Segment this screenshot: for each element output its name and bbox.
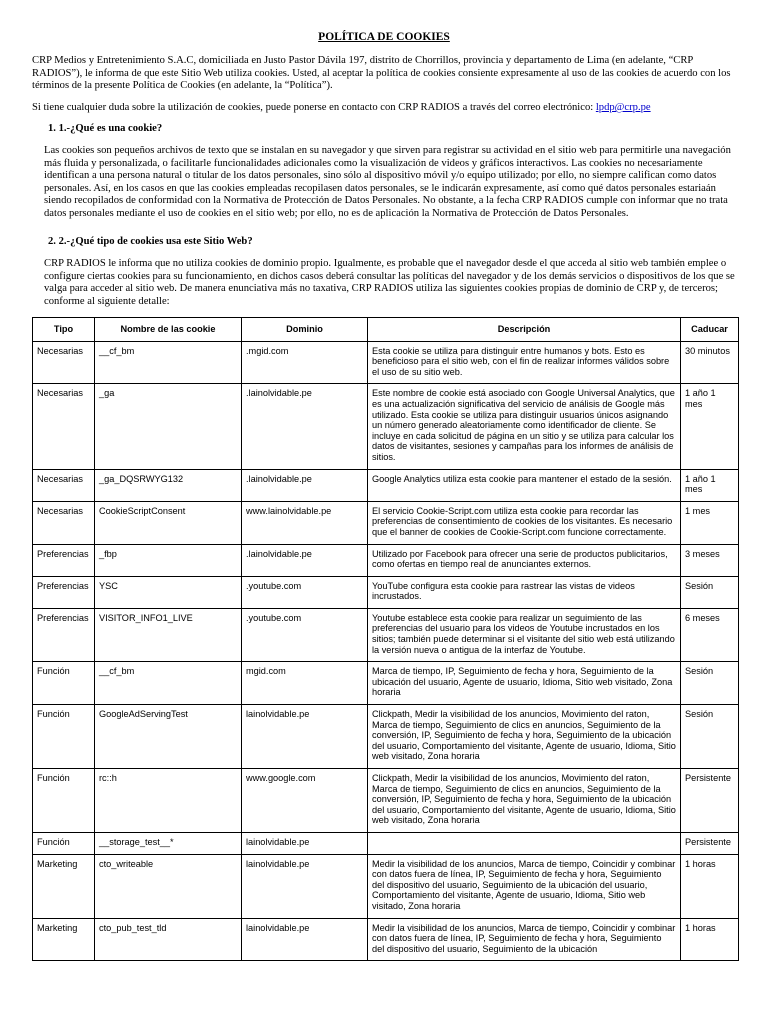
cell-caducar: Persistente [681, 832, 739, 854]
cell-tipo: Función [33, 832, 95, 854]
header-nombre: Nombre de las cookie [95, 318, 242, 342]
cell-descripcion: El servicio Cookie-Script.com utiliza esta cookie para recordar las preferencias de consentimiento de cookies de los visitantes. Es necesario que el banner de cookies de Cookie-Script.com funcione correctamente. [368, 501, 681, 544]
table-row [33, 576, 739, 608]
table-row [33, 501, 739, 544]
cell-nombre: GoogleAdServingTest [95, 705, 242, 769]
cell-nombre: cto_writeable [95, 854, 242, 918]
cell-tipo: Necesarias [33, 384, 95, 469]
section-2-heading: 2. 2.-¿Qué tipo de cookies usa este Sitio Web? [48, 236, 253, 247]
cell-descripcion: Clickpath, Medir la visibilidad de los anuncios, Movimiento del raton, Marca de tiempo, Seguimiento de clics en anuncios, Seguimiento de la conversión, IP, Seguimiento de fecha y hora, Seguimiento de la ubicación del usuario, Comportamiento del visitante, Agente de usuario, Idioma, Sitio web visitado, Zona horaria [368, 705, 681, 769]
cell-tipo: Función [33, 705, 95, 769]
cell-nombre: __cf_bm [95, 662, 242, 705]
contact-text: Si tiene cualquier duda sobre la utilización de cookies, puede ponerse en contacto con CRP RADIOS a través del correo electrónico: [32, 102, 596, 113]
cell-tipo: Función [33, 662, 95, 705]
cell-caducar: 30 minutos [681, 341, 739, 384]
cell-caducar: 1 año 1 mes [681, 384, 739, 469]
cell-caducar: 3 meses [681, 544, 739, 576]
header-dominio: Dominio [242, 318, 368, 342]
email-link[interactable]: lpdp@crp.pe [595, 102, 651, 113]
table-row [33, 918, 739, 961]
cell-caducar: Sesión [681, 576, 739, 608]
cell-nombre: cto_pub_test_tld [95, 918, 242, 961]
cookies-table [32, 317, 739, 961]
cell-dominio: www.lainolvidable.pe [242, 501, 368, 544]
cell-dominio: .youtube.com [242, 608, 368, 661]
cell-descripcion: Utilizado por Facebook para ofrecer una serie de productos publicitarios, como ofertas en tiempo real de anunciantes externos. [368, 544, 681, 576]
cell-dominio: lainolvidable.pe [242, 854, 368, 918]
cell-dominio: lainolvidable.pe [242, 832, 368, 854]
cell-caducar: 1 horas [681, 918, 739, 961]
cell-descripcion: Youtube establece esta cookie para realizar un seguimiento de las preferencias del usuario para los videos de Youtube incrustados en los sitios; también puede determinar si el visitante del sitio web está utilizando la versión nueva o antigua de la interfaz de Youtube. [368, 608, 681, 661]
cell-tipo: Necesarias [33, 469, 95, 501]
cell-nombre: _ga [95, 384, 242, 469]
header-tipo: Tipo [33, 318, 95, 342]
section-1-body: Las cookies son pequeños archivos de texto que se instalan en su navegador y que sirven para registrar su actividad en el sitio web para permitirle una navegación más fluida y personalizada, o facilitarle funcionalidades adicionales como la visualización de videos y gráficos interactivos. Las cookies no necesariamente identifican a una persona natural o titular de los datos personales, sino sólo al dispositivo móvil y/o equipo utilizado; por ello, no siempre califican como datos personales. Así, en los casos en que las cookies empleadas recopilasen datos personales, se le indicarán expresamente, así como qué datos personales estariaán siendo recopilados de conformidad con la Normativa de Protección de Datos Personales. No obstante, a la fecha CRP RADIOS cumple con informar que no trata datos personales mediante el uso de cookies en el sitio web; por ello, no es de aplicación la Normativa de Protección de Datos Personales. [44, 145, 731, 219]
cell-caducar: Persistente [681, 769, 739, 833]
cell-dominio: lainolvidable.pe [242, 918, 368, 961]
table-row [33, 832, 739, 854]
cell-dominio: .lainolvidable.pe [242, 384, 368, 469]
table-row [33, 662, 739, 705]
cell-descripcion: Este nombre de cookie está asociado con Google Universal Analytics, que es una actualización significativa del servicio de análisis de Google más utilizado. Esta cookie se utiliza para distinguir usuarios únicos asignando un número generado aleatoriamente como identificador de cliente. Se incluye en cada solicitud de página en un sitio y se utiliza para calcular los datos de visitantes, sesiones y campañas para los informes de análisis de sitios. [368, 384, 681, 469]
cell-caducar: 6 meses [681, 608, 739, 661]
table-row [33, 769, 739, 833]
cell-descripcion: Esta cookie se utiliza para distinguir entre humanos y bots. Esto es beneficioso para el sitio web, con el fin de realizar informes válidos sobre el uso de su sitio web. [368, 341, 681, 384]
cell-caducar: 1 año 1 mes [681, 469, 739, 501]
cell-dominio: mgid.com [242, 662, 368, 705]
cell-dominio: .youtube.com [242, 576, 368, 608]
cell-nombre: __storage_test__* [95, 832, 242, 854]
table-row [33, 469, 739, 501]
contact-paragraph [32, 102, 738, 115]
cell-nombre: __cf_bm [95, 341, 242, 384]
table-header-row [33, 318, 739, 342]
header-caducar: Caducar [681, 318, 739, 342]
cell-nombre: _ga_DQSRWYG132 [95, 469, 242, 501]
cell-dominio: .mgid.com [242, 341, 368, 384]
table-row [33, 854, 739, 918]
cell-tipo: Necesarias [33, 341, 95, 384]
cell-descripcion: Google Analytics utiliza esta cookie para mantener el estado de la sesión. [368, 469, 681, 501]
section-2-body: CRP RADIOS le informa que no utiliza cookies de dominio propio. Igualmente, es probable que el navegador desde el que acceda al sitio web también emplee o configure ciertas cookies para su funcionamiento, en dichos casos deberá consultar las políticas del navegador y de los demás servicios o dispositivos de los que se valga para acceder al sitio web. De manera enunciativa más no taxativa, CRP RADIOS utiliza las siguientes cookies propias de dominio de CRP y, de terceros; conforme al siguiente detalle: [44, 258, 735, 307]
cell-dominio: lainolvidable.pe [242, 705, 368, 769]
table-row [33, 544, 739, 576]
cell-tipo: Función [33, 769, 95, 833]
cell-nombre: VISITOR_INFO1_LIVE [95, 608, 242, 661]
cell-descripcion: Medir la visibilidad de los anuncios, Marca de tiempo, Coincidir y combinar con datos fuera de línea, IP, Seguimiento de fecha y hora, Seguimiento del dispositivo del usuario, Seguimiento de la ubicación del usuario, Comportamiento del visitante, Agente de usuario, Idioma, Sitio web visitado, Zona horaria [368, 854, 681, 918]
cell-caducar: Sesión [681, 662, 739, 705]
cell-caducar: 1 mes [681, 501, 739, 544]
table-row [33, 608, 739, 661]
table-row [33, 384, 739, 469]
cell-tipo: Preferencias [33, 544, 95, 576]
section-1-heading: 1. 1.-¿Qué es una cookie? [48, 123, 163, 134]
cell-tipo: Marketing [33, 918, 95, 961]
cell-nombre: YSC [95, 576, 242, 608]
cell-descripcion: YouTube configura esta cookie para rastrear las vistas de videos incrustados. [368, 576, 681, 608]
page-title: POLÍTICA DE COOKIES [318, 31, 450, 43]
table-row [33, 341, 739, 384]
cell-tipo: Preferencias [33, 576, 95, 608]
intro-paragraph: CRP Medios y Entretenimiento S.A.C, domiciliada en Justo Pastor Dávila 197, distrito de Chorrillos, provincia y departamento de Lima (en adelante, “CRP RADIOS”), le informa de que este Sitio Web utiliza cookies. Usted, al aceptar la política de cookies consiente expresamente al uso de las cookies de acuerdo con los términos de la presente Política de Cookies (en adelante, la “Política”). [32, 55, 731, 92]
cell-nombre: _fbp [95, 544, 242, 576]
cell-nombre: rc::h [95, 769, 242, 833]
cell-caducar: 1 horas [681, 854, 739, 918]
cell-dominio: .lainolvidable.pe [242, 544, 368, 576]
cell-descripcion: Marca de tiempo, IP, Seguimiento de fecha y hora, Seguimiento de la ubicación del usuario, Agente de usuario, Idioma, Sitio web visitado, Zona horaria [368, 662, 681, 705]
cell-descripcion: Medir la visibilidad de los anuncios, Marca de tiempo, Coincidir y combinar con datos fuera de línea, IP, Seguimiento de fecha y hora, Seguimiento del dispositivo del usuario, Seguimiento de la ubicación [368, 918, 681, 961]
cell-tipo: Preferencias [33, 608, 95, 661]
cell-tipo: Marketing [33, 854, 95, 918]
cell-nombre: CookieScriptConsent [95, 501, 242, 544]
table-row [33, 705, 739, 769]
cell-tipo: Necesarias [33, 501, 95, 544]
header-descripcion: Descripción [368, 318, 681, 342]
cell-descripcion [368, 832, 681, 854]
cell-caducar: Sesión [681, 705, 739, 769]
cell-descripcion: Clickpath, Medir la visibilidad de los anuncios, Movimiento del raton, Marca de tiempo, Seguimiento de clics en anuncios, Seguimiento de la conversión, IP, Seguimiento de fecha y hora, Seguimiento de la ubicación del usuario, Comportamiento del visitante, Agente de usuario, Idioma, Sitio web visitado, Zona horaria [368, 769, 681, 833]
cell-dominio: www.google.com [242, 769, 368, 833]
cell-dominio: .lainolvidable.pe [242, 469, 368, 501]
